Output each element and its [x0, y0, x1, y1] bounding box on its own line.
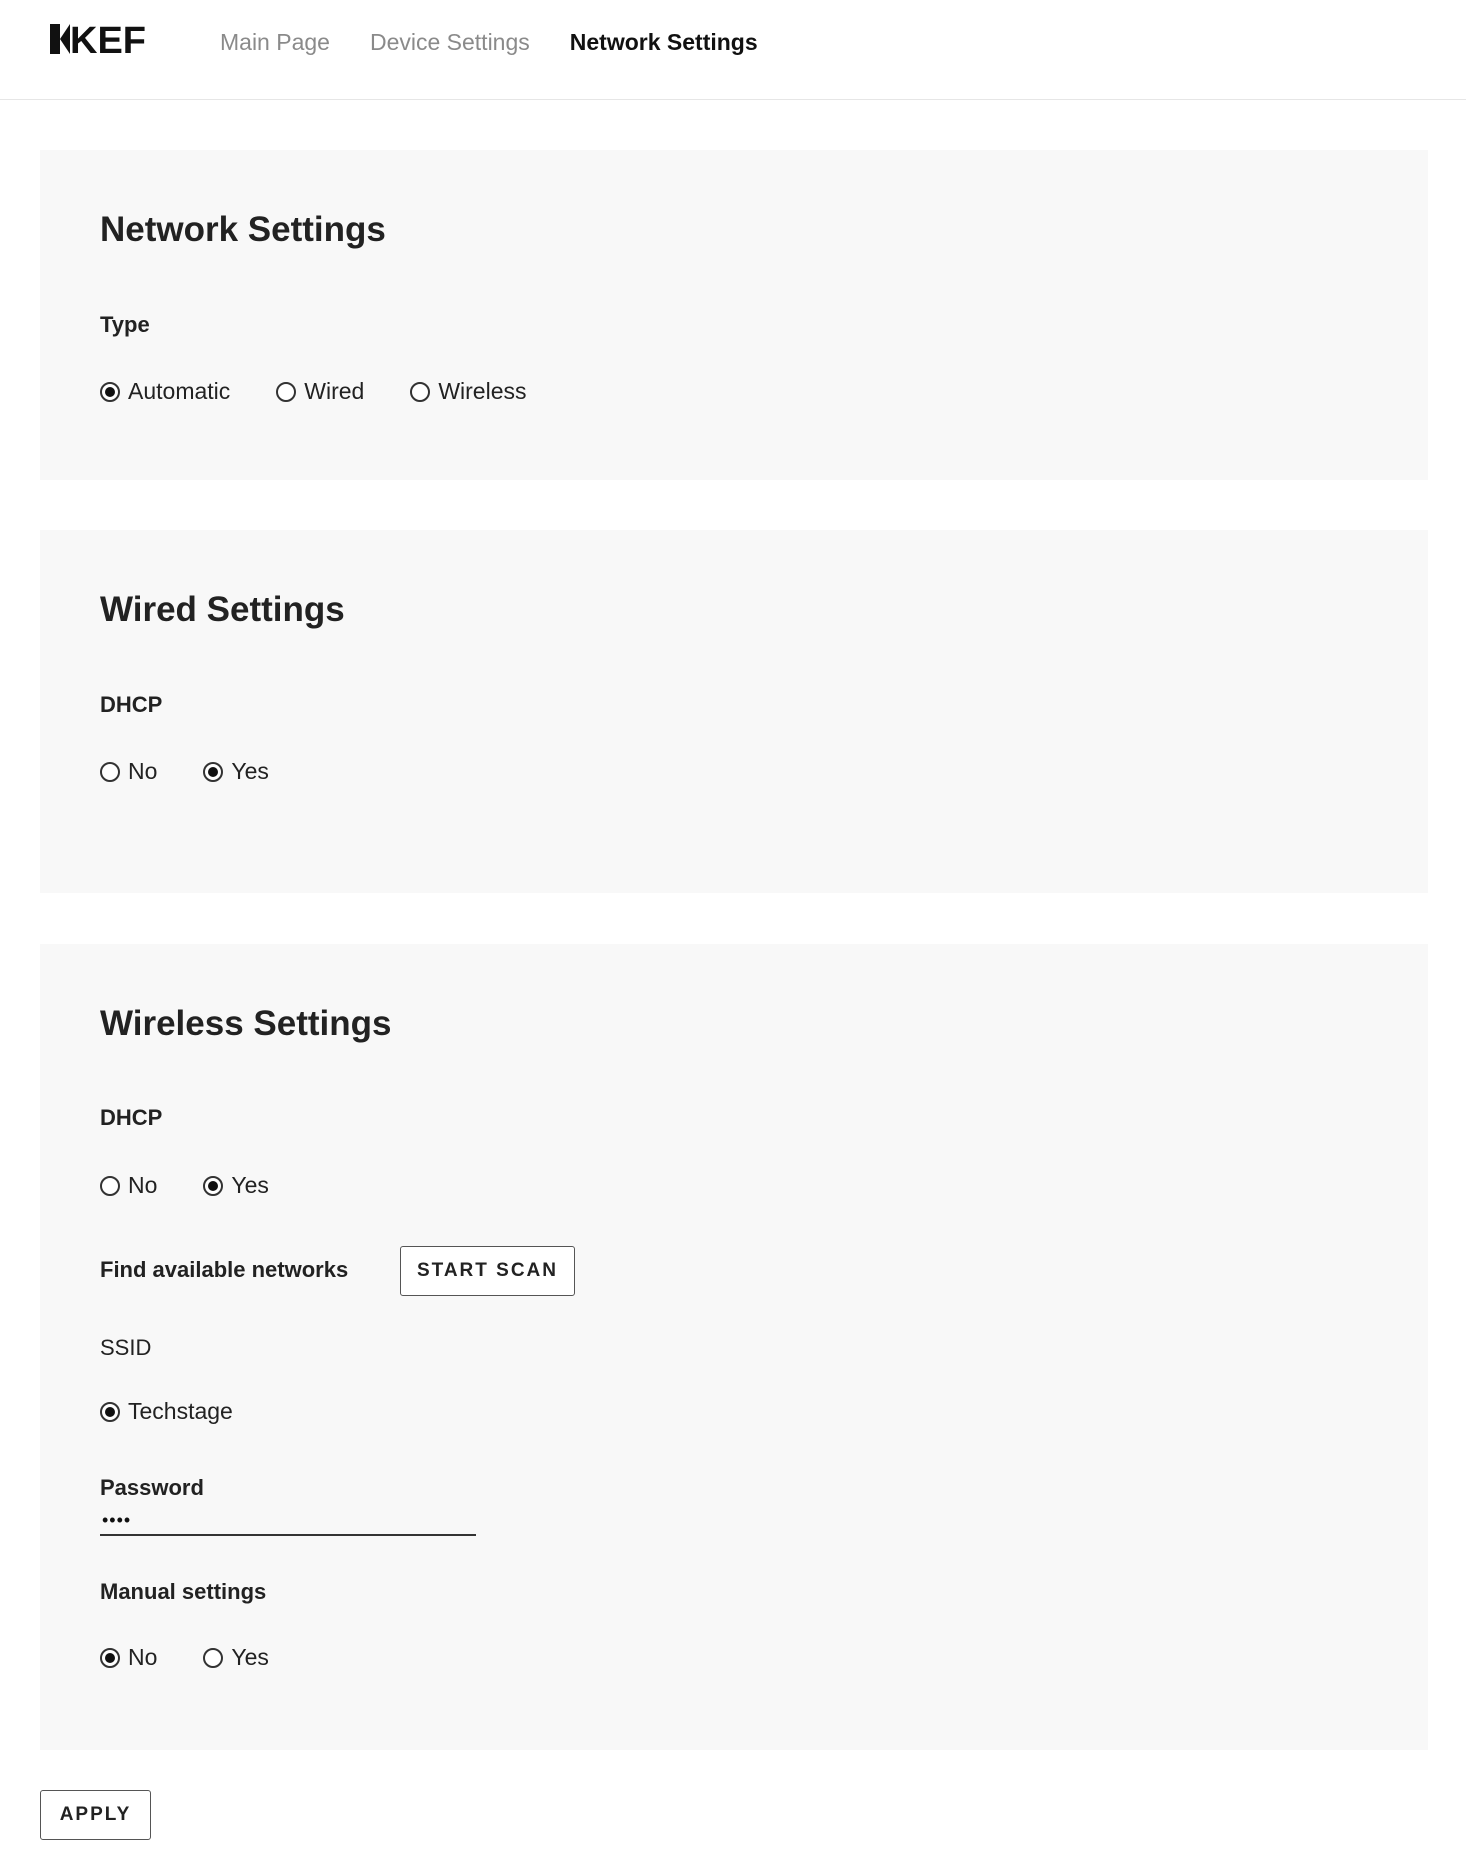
wireless-settings-card	[40, 944, 1428, 1750]
wireless-dhcp-radio-group	[100, 1172, 315, 1199]
radio-indicator	[410, 382, 430, 402]
ssid-label: SSID	[100, 1335, 152, 1360]
apply-button[interactable]: APPLY	[40, 1790, 151, 1840]
radio-indicator	[276, 382, 296, 402]
type-automatic-radio[interactable]: Automatic	[100, 378, 230, 405]
wired-dhcp-no-radio[interactable]: No	[100, 758, 157, 785]
type-wireless-radio[interactable]: Wireless	[410, 378, 526, 405]
radio-indicator	[203, 1176, 223, 1196]
main-nav	[220, 0, 798, 84]
ssid-techstage-radio[interactable]: Techstage	[100, 1398, 233, 1425]
ssid-radio-group	[100, 1398, 279, 1425]
radio-indicator	[100, 1648, 120, 1668]
wired-dhcp-yes-radio[interactable]: Yes	[203, 758, 269, 785]
type-radio-group	[100, 378, 573, 405]
nav-device-settings[interactable]: Device Settings	[369, 28, 530, 55]
wired-dhcp-label: DHCP	[100, 692, 163, 717]
type-wired-radio[interactable]: Wired	[276, 378, 364, 405]
kef-logo-mark	[50, 22, 152, 56]
manual-yes-radio[interactable]: Yes	[203, 1644, 269, 1671]
wired-settings-card	[40, 530, 1428, 893]
manual-settings-radio-group	[100, 1644, 315, 1671]
radio-indicator	[203, 762, 223, 782]
manual-no-radio[interactable]: No	[100, 1644, 157, 1671]
find-networks-label: Find available networks	[100, 1257, 349, 1282]
type-label: Type	[100, 312, 150, 337]
wireless-dhcp-yes-radio[interactable]: Yes	[203, 1172, 269, 1199]
wired-settings-title: Wired Settings	[100, 590, 345, 629]
wired-dhcp-radio-group	[100, 758, 315, 785]
wireless-dhcp-no-radio[interactable]: No	[100, 1172, 157, 1199]
top-navigation-bar	[0, 0, 1466, 100]
password-input[interactable]	[100, 1506, 476, 1536]
nav-network-settings[interactable]: Network Settings	[569, 28, 758, 55]
nav-main-page[interactable]: Main Page	[220, 28, 330, 55]
kef-logo[interactable]	[50, 22, 152, 56]
wireless-dhcp-label: DHCP	[100, 1105, 163, 1130]
password-label: Password	[100, 1475, 204, 1500]
radio-indicator	[100, 1176, 120, 1196]
radio-indicator	[100, 762, 120, 782]
radio-indicator	[100, 382, 120, 402]
start-scan-button[interactable]: START SCAN	[400, 1246, 575, 1296]
manual-settings-label: Manual settings	[100, 1579, 267, 1604]
network-settings-card	[40, 150, 1428, 480]
wireless-settings-title: Wireless Settings	[100, 1004, 392, 1043]
network-settings-title: Network Settings	[100, 210, 386, 249]
radio-indicator	[100, 1402, 120, 1422]
radio-indicator	[203, 1648, 223, 1668]
svg-text:KEF: KEF	[70, 22, 146, 56]
